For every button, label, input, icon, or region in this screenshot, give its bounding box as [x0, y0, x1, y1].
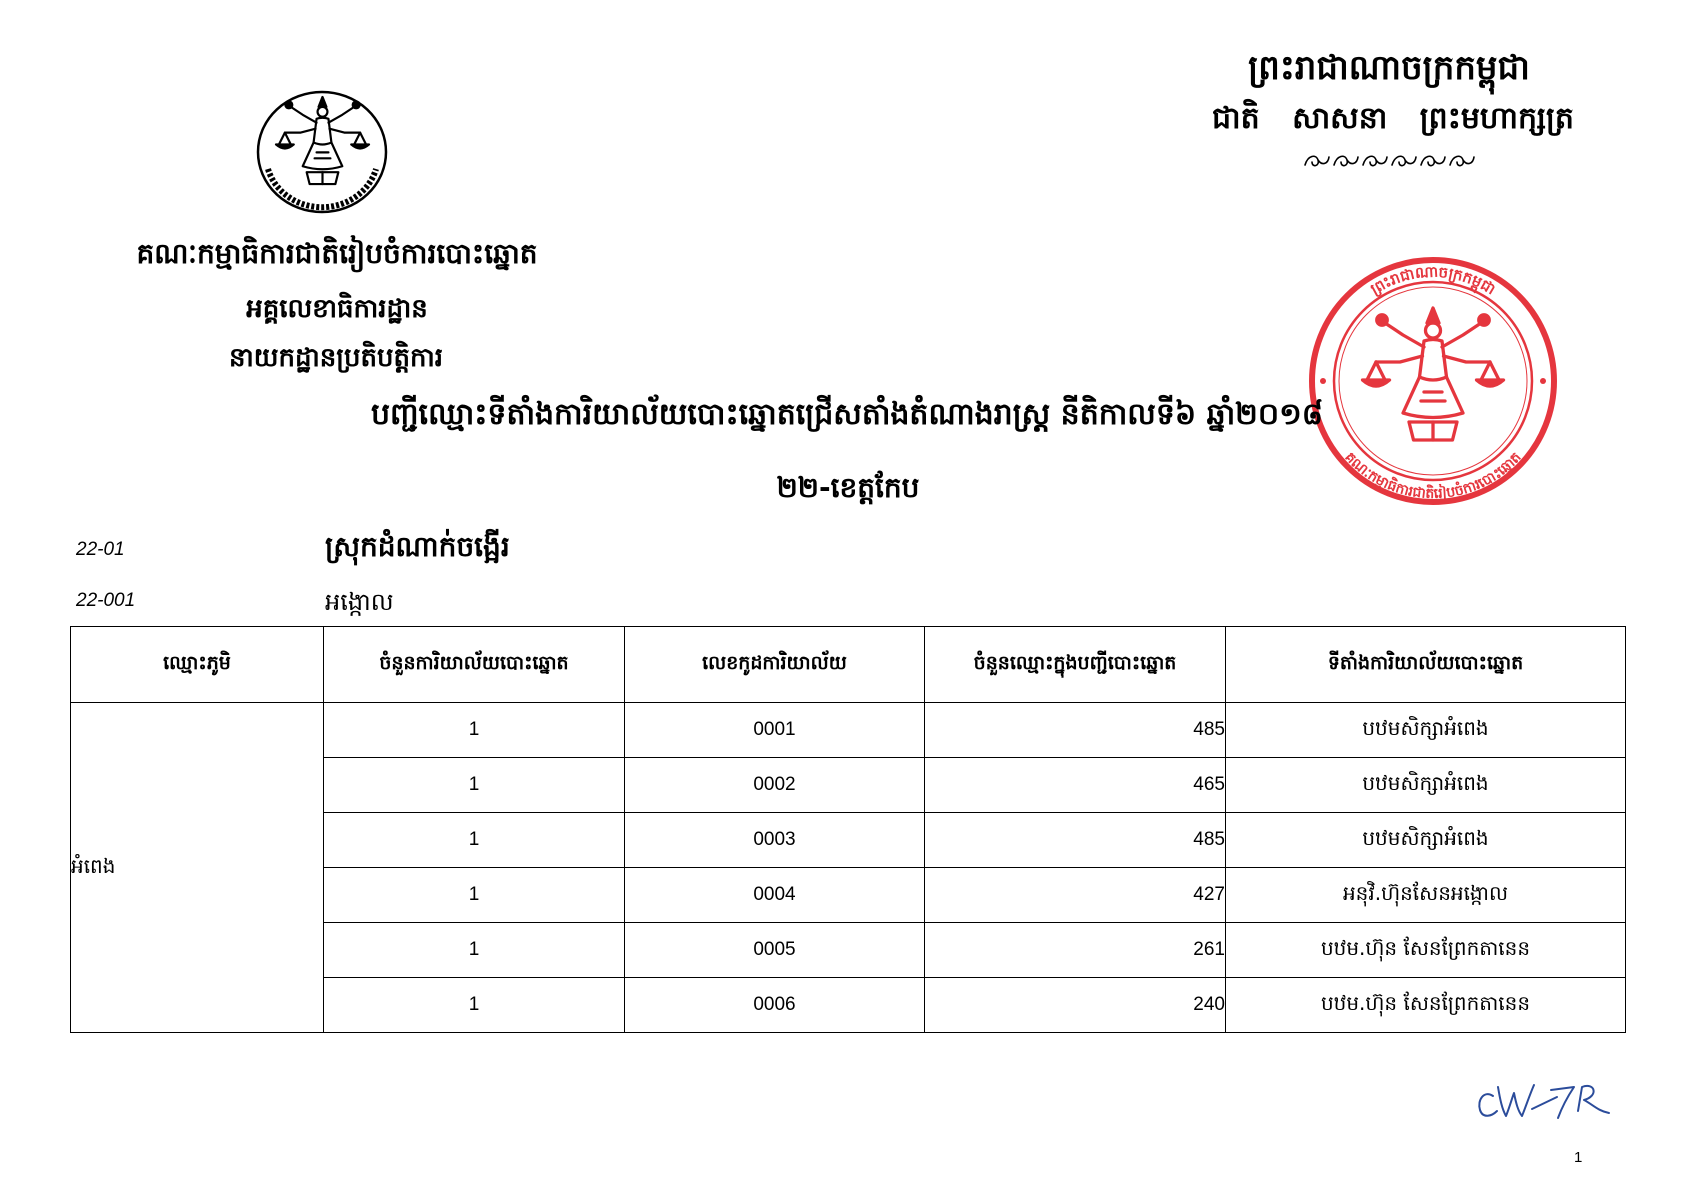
- header-office-count: ចំនួនការិយាល័យបោះឆ្នោត: [324, 627, 625, 703]
- signature-stroke: [1551, 1087, 1574, 1118]
- khmer-ornament-icon: [1303, 152, 1479, 170]
- header-village: ឈ្មោះភូមិ: [71, 627, 324, 703]
- location-cell: បឋម.ហ៊ុន សែនព្រែកតានេន: [1226, 923, 1626, 978]
- village-name-cell: អំពេង: [71, 703, 324, 1033]
- document-title: បញ្ជីឈ្មោះទីតាំងការិយាល័យបោះឆ្នោតជ្រើសតាំងតំណាងរាស្ត្រ នីតិកាលទី៦ ឆ្នាំ២០១៨: [370, 397, 1324, 432]
- emblem-deity-figure: [276, 97, 369, 184]
- location-cell: បឋមសិក្សាអំពេង: [1226, 703, 1626, 758]
- committee-name: គណៈកម្មាធិការជាតិរៀបចំការបោះឆ្នោត: [136, 237, 538, 270]
- seal-separator-dot: [1320, 378, 1326, 384]
- office-code-cell: 0004: [625, 868, 925, 923]
- voter-count-cell: 240: [925, 978, 1226, 1033]
- location-cell: បឋមសិក្សាអំពេង: [1226, 813, 1626, 868]
- district-name: ស្រុកដំណាក់ចង្អើរ: [325, 530, 510, 563]
- seal-separator-dot: [1540, 378, 1546, 384]
- table-row: [71, 703, 1626, 758]
- commune-name: អង្កោល: [325, 588, 394, 616]
- voter-count-cell: 465: [925, 758, 1226, 813]
- office-code-cell: 0005: [625, 923, 925, 978]
- office-count-cell: 1: [324, 813, 625, 868]
- seal-bottom-text: គណៈកម្មាធិការជាតិរៀបចំការបោះឆ្នោត: [1341, 449, 1525, 503]
- secretariat-name: អគ្គលេខាធិការដ្ឋាន: [246, 294, 428, 324]
- district-code: 22-01: [76, 539, 125, 560]
- office-count-cell: 1: [324, 978, 625, 1033]
- office-code-cell: 0002: [625, 758, 925, 813]
- office-count-cell: 1: [324, 923, 625, 978]
- signature-stroke: [1578, 1086, 1609, 1113]
- commune-code: 22-001: [76, 590, 136, 611]
- signature-stroke: [1479, 1094, 1497, 1116]
- nec-emblem-icon: [252, 87, 393, 217]
- polling-station-table: [70, 626, 1626, 1033]
- office-code-cell: 0001: [625, 703, 925, 758]
- location-cell: បឋម.ហ៊ុន សែនព្រែកតានេន: [1226, 978, 1626, 1033]
- national-motto: ជាតិ សាសនា ព្រះមហាក្សត្រ: [1212, 101, 1574, 136]
- header-office-code: លេខកូដការិយាល័យ: [625, 627, 925, 703]
- table-body: [71, 703, 1626, 1033]
- signature-stroke: [1498, 1085, 1534, 1116]
- location-cell: អនុវិ.ហ៊ុនសែនអង្កោល: [1226, 868, 1626, 923]
- kingdom-title: ព្រះរាជាណាចក្រកម្ពុជា: [1248, 48, 1530, 88]
- office-code-cell: 0006: [625, 978, 925, 1033]
- voter-count-cell: 261: [925, 923, 1226, 978]
- office-code-cell: 0003: [625, 813, 925, 868]
- voter-count-cell: 427: [925, 868, 1226, 923]
- table-header-row: [71, 627, 1626, 703]
- handwritten-signature: [1473, 1078, 1614, 1121]
- location-cell: បឋមសិក្សាអំពេង: [1226, 758, 1626, 813]
- department-name: នាយកដ្ឋានប្រតិបត្តិការ: [228, 343, 444, 373]
- office-count-cell: 1: [324, 703, 625, 758]
- province-heading: ២២-ខេត្តកែប: [776, 471, 920, 504]
- header-location: ទីតាំងការិយាល័យបោះឆ្នោត: [1226, 627, 1626, 703]
- voter-count-cell: 485: [925, 703, 1226, 758]
- seal-top-text: ព្រះរាជាណាចក្រកម្ពុជា: [1367, 262, 1499, 299]
- official-seal-icon: [1306, 254, 1560, 508]
- table-head: [71, 627, 1626, 703]
- page-number: 1: [1574, 1149, 1583, 1166]
- office-count-cell: 1: [324, 758, 625, 813]
- office-count-cell: 1: [324, 868, 625, 923]
- voter-count-cell: 485: [925, 813, 1226, 868]
- signature-stroke: [1532, 1097, 1557, 1109]
- header-voter-count: ចំនួនឈ្មោះក្នុងបញ្ជីបោះឆ្នោត: [925, 627, 1226, 703]
